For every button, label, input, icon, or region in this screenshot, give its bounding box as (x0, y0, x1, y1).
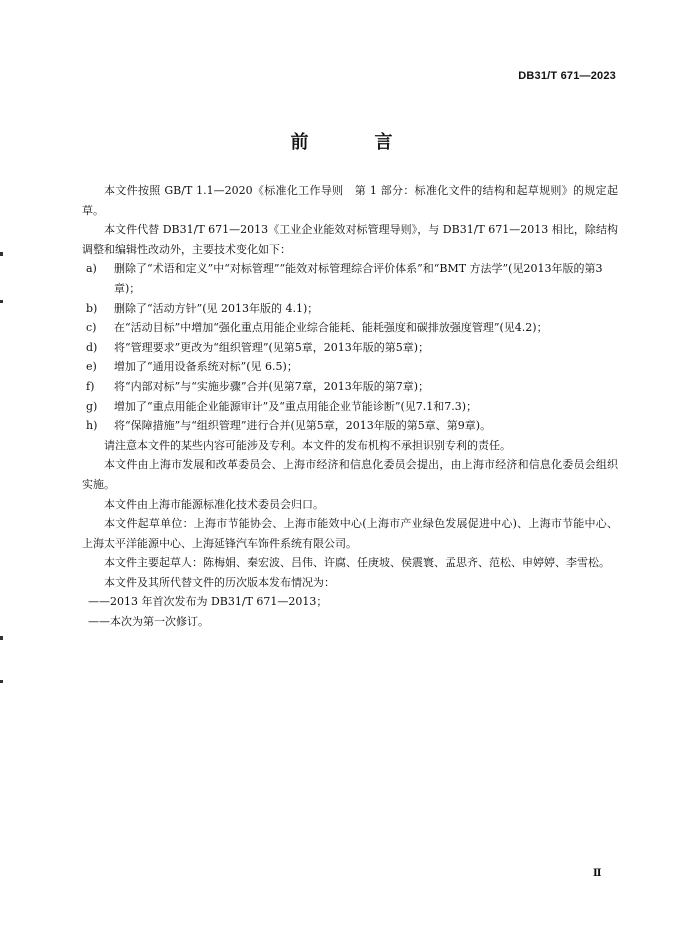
list-item (82, 338, 618, 358)
changes-list (82, 259, 618, 435)
list-marker: b) (86, 301, 98, 315)
paragraph-patent-notice: 请注意本文件的某些内容可能涉及专利。本文件的发布机构不承担识别专利的责任。 (104, 438, 511, 452)
list-item (82, 299, 618, 319)
list-item (82, 397, 618, 417)
list-marker: a) (86, 262, 97, 276)
paragraph-drafting-rules: 本文件按照 GB/T 1.1—2020《标准化工作导则 第 1 部分：标准化文件的结构和起草规则》的规定起草。 (82, 184, 618, 217)
paragraph-committee: 本文件由上海市能源标准化技术委员会归口。 (104, 497, 324, 511)
list-item-text: 在“活动目标”中增加“强化重点用能企业综合能耗、能耗强度和碳排放强度管理”(见4.2)； (114, 321, 548, 335)
list-item-text: 删除了“术语和定义”中“对标管理”“能效对标管理综合评价体系”和“BMT 方法学”(见2013年版的第3章)； (114, 262, 603, 295)
paragraph-history-intro: 本文件及其所代替文件的历次版本发布情况为： (104, 575, 335, 589)
list-item (82, 416, 618, 436)
list-item-text: 删除了“活动方针”(见 2013年版的 4.1)； (114, 301, 319, 315)
list-item-text: 将“保障措施”与“组织管理”进行合并(见第5章，2013年版的第5章、第9章)。 (114, 419, 492, 433)
binding-edge-mark (0, 680, 3, 683)
page-number: Ⅱ (593, 868, 602, 879)
foreword-body (82, 181, 618, 632)
history-item: ——2013 年首次发布为 DB31/T 671—2013； (88, 595, 328, 609)
list-marker: d) (86, 340, 98, 354)
list-item-text: 增加了“通用设备系统对标”(见 6.5)； (114, 360, 298, 374)
list-item-text: 增加了“重点用能企业能源审计”及“重点用能企业节能诊断”(见7.1和7.3)； (114, 399, 478, 413)
list-item (82, 357, 618, 377)
list-marker: h) (86, 419, 98, 433)
binding-edge-mark (0, 300, 3, 303)
binding-edge-mark (0, 636, 3, 640)
page-title: 前 言 (290, 132, 417, 153)
paragraph-proposer: 本文件由上海市发展和改革委员会、上海市经济和信息化委员会提出，由上海市经济和信息化委员会组织实施。 (82, 458, 618, 491)
list-marker: e) (86, 360, 97, 374)
header-standard-code: DB31/T 671—2023 (518, 70, 616, 82)
list-marker: g) (86, 399, 98, 413)
list-item (82, 377, 618, 397)
paragraph-drafting-units: 本文件起草单位：上海市节能协会、上海市能效中心(上海市产业绿色发展促进中心)、上海市节能中心、上海太平洋能源中心、上海延锋汽车饰件系统有限公司。 (82, 517, 618, 550)
list-item-text: 将“内部对标”与“实施步骤”合并(见第7章，2013年版的第7章)； (114, 379, 430, 393)
list-item-text: 将“管理要求”更改为“组织管理”(见第5章，2013年版的第5章)； (114, 340, 430, 354)
paragraph-drafters: 本文件主要起草人：陈梅娟、秦宏波、吕伟、许腐、任庚坡、侯震寰、孟思齐、范松、申婷婷、李雪松。 (104, 556, 610, 570)
paragraph-replacement: 本文件代替 DB31/T 671—2013《工业企业能效对标管理导则》，与 DB31/T 671—2013 相比，除结构调整和编辑性改动外，主要技术变化如下： (82, 223, 618, 256)
binding-edge-mark (0, 252, 3, 256)
list-marker: f) (86, 379, 95, 393)
list-item (82, 259, 618, 298)
list-marker: c) (86, 321, 97, 335)
list-item (82, 318, 618, 338)
history-item: ——本次为第一次修订。 (88, 615, 209, 629)
